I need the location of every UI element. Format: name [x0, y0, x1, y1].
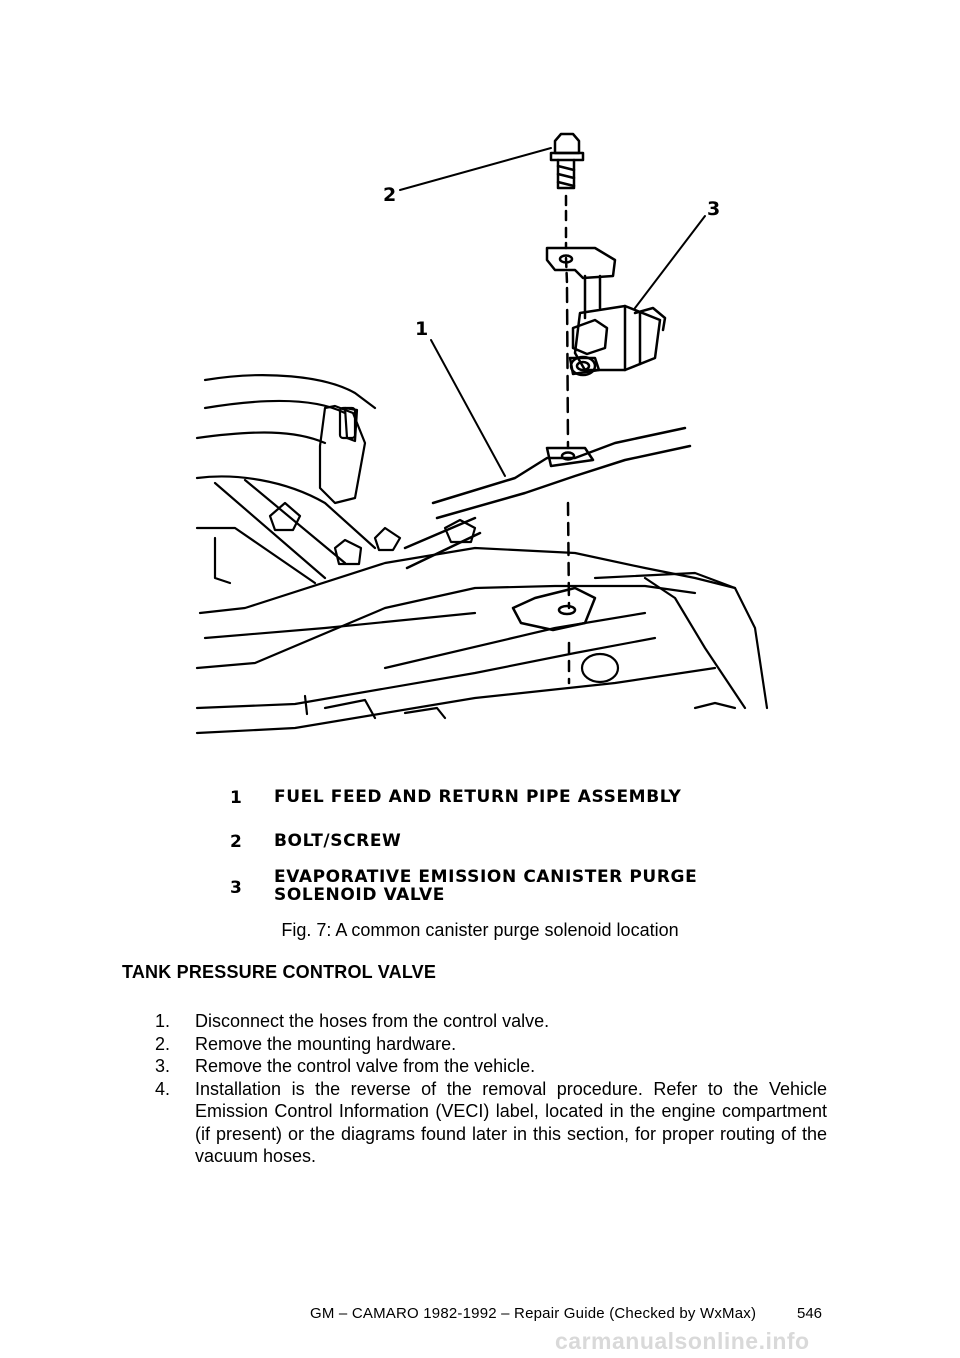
- callout-3: 3: [707, 198, 721, 220]
- step-item: [155, 1010, 827, 1033]
- step-text: Installation is the reverse of the removal procedure. Refer to the Vehicle Emission Control Information (VECI) label, located in the engine compartment (if present) or the diagrams found later in this section, for proper routing of the vacuum hoses.: [195, 1078, 827, 1166]
- callout-2: 2: [383, 184, 397, 206]
- section-heading: TANK PRESSURE CONTROL VALVE: [122, 962, 437, 982]
- legend-text: EVAPORATIVE EMISSION CANISTER PURGE SOLENOID VALVE: [274, 867, 698, 905]
- step-text: Disconnect the hoses from the control valve.: [195, 1011, 550, 1031]
- legend-text: BOLT/SCREW: [274, 831, 402, 851]
- step-item: [155, 1055, 827, 1078]
- step-text: Remove the mounting hardware.: [195, 1033, 457, 1054]
- step-number: 2.: [155, 1033, 171, 1054]
- engine-illustration: [175, 108, 785, 748]
- step-text: Remove the control valve from the vehicle.: [195, 1056, 536, 1076]
- procedure-steps: [155, 1010, 827, 1168]
- bolt-drawing: [551, 134, 583, 188]
- footer-title: GM – CAMARO 1982-1992 – Repair Guide (Checked by WxMax): [310, 1305, 757, 1322]
- legend-number: 3: [230, 878, 243, 898]
- step-number: 4.: [155, 1078, 171, 1099]
- figure: [175, 108, 785, 918]
- callout-1: 1: [415, 318, 429, 340]
- legend-number: 2: [230, 832, 243, 852]
- step-number: 1.: [155, 1011, 171, 1031]
- step-item: [155, 1078, 827, 1168]
- step-number: 3.: [155, 1056, 171, 1076]
- page-number: 546: [797, 1305, 823, 1322]
- step-item: [155, 1033, 827, 1056]
- legend-text: FUEL FEED AND RETURN PIPE ASSEMBLY: [274, 787, 682, 807]
- pipe-drawing: [405, 428, 690, 630]
- solenoid-drawing: [547, 248, 665, 375]
- figure-caption: Fig. 7: A common canister purge solenoid location: [281, 920, 679, 940]
- legend-number: 1: [230, 788, 243, 808]
- watermark: carmanualsonline.info: [555, 1328, 810, 1354]
